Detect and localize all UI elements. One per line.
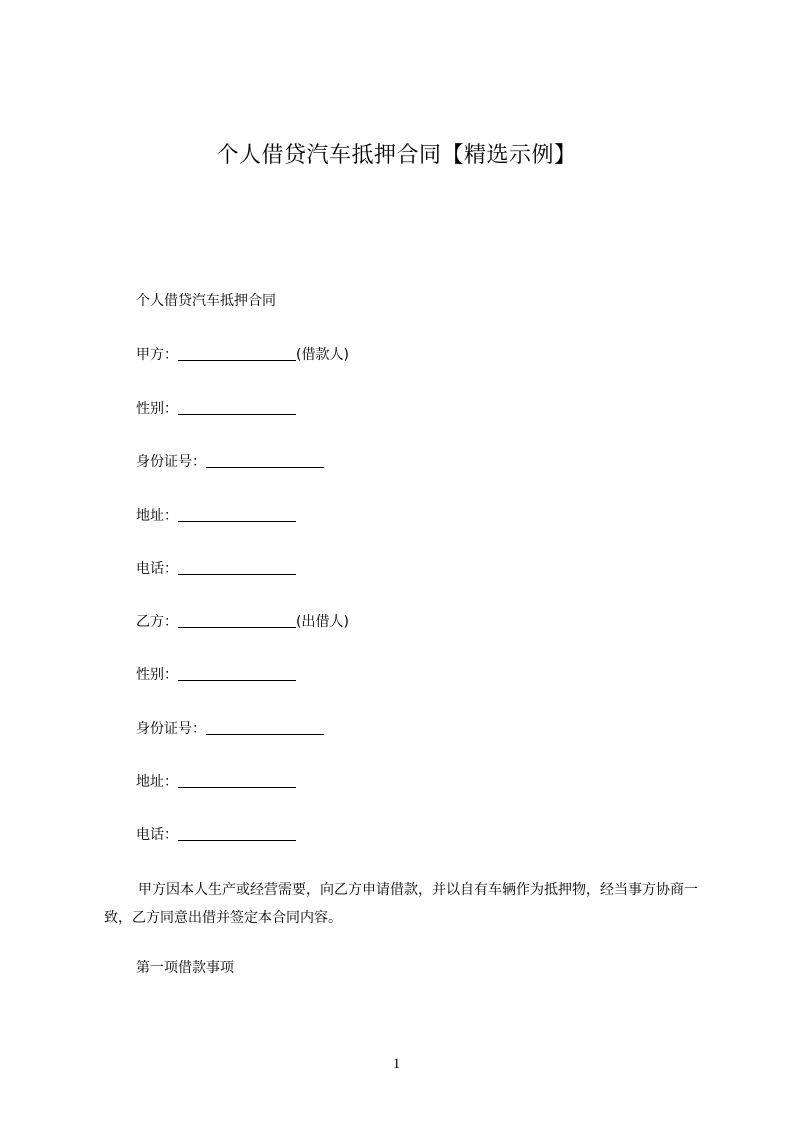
party-a-phone-blank xyxy=(178,560,296,575)
party-a-gender-blank xyxy=(178,400,296,415)
party-a-line xyxy=(136,344,349,365)
party-b-address-line xyxy=(136,771,296,792)
party-a-gender-line xyxy=(136,398,296,419)
party-a-label: 甲方： xyxy=(136,347,178,363)
party-a-role: (借款人) xyxy=(296,347,349,363)
party-a-blank xyxy=(178,346,296,361)
party-b-phone-line xyxy=(136,824,296,845)
party-b-label: 乙方： xyxy=(136,614,178,630)
party-b-gender-label: 性别： xyxy=(136,667,178,683)
party-a-address-blank xyxy=(178,507,296,522)
contract-subtitle: 个人借贷汽车抵押合同 xyxy=(136,293,276,309)
party-b-address-blank xyxy=(178,773,296,788)
document-title: 个人借贷汽车抵押合同【精选示例】 xyxy=(216,143,577,168)
party-a-phone-line xyxy=(136,558,296,579)
party-a-phone-label: 电话： xyxy=(136,561,178,577)
party-b-id-label: 身份证号： xyxy=(136,721,206,737)
party-a-address-label: 地址： xyxy=(136,508,178,524)
party-a-id-label: 身份证号： xyxy=(136,454,206,470)
party-b-line xyxy=(136,611,349,632)
party-b-id-line xyxy=(136,718,324,739)
party-a-gender-label: 性别： xyxy=(136,401,178,417)
party-b-phone-blank xyxy=(178,826,296,841)
party-b-phone-label: 电话： xyxy=(136,827,178,843)
section-1-heading: 第一项借款事项 xyxy=(136,960,234,976)
party-b-gender-blank xyxy=(178,666,296,681)
intro-paragraph: 甲方因本人生产或经营需要，向乙方申请借款，并以自有车辆作为抵押物，经当事方协商一致，乙方同意出借并签定本合同内容。 xyxy=(104,882,698,926)
page-number: 1 xyxy=(392,1056,401,1072)
party-b-gender-line xyxy=(136,664,296,685)
party-a-id-blank xyxy=(206,453,324,468)
party-b-address-label: 地址： xyxy=(136,774,178,790)
party-b-role: (出借人) xyxy=(296,614,349,630)
party-a-id-line xyxy=(136,451,324,472)
party-b-id-blank xyxy=(206,720,324,735)
party-a-address-line xyxy=(136,505,296,526)
party-b-blank xyxy=(178,613,296,628)
